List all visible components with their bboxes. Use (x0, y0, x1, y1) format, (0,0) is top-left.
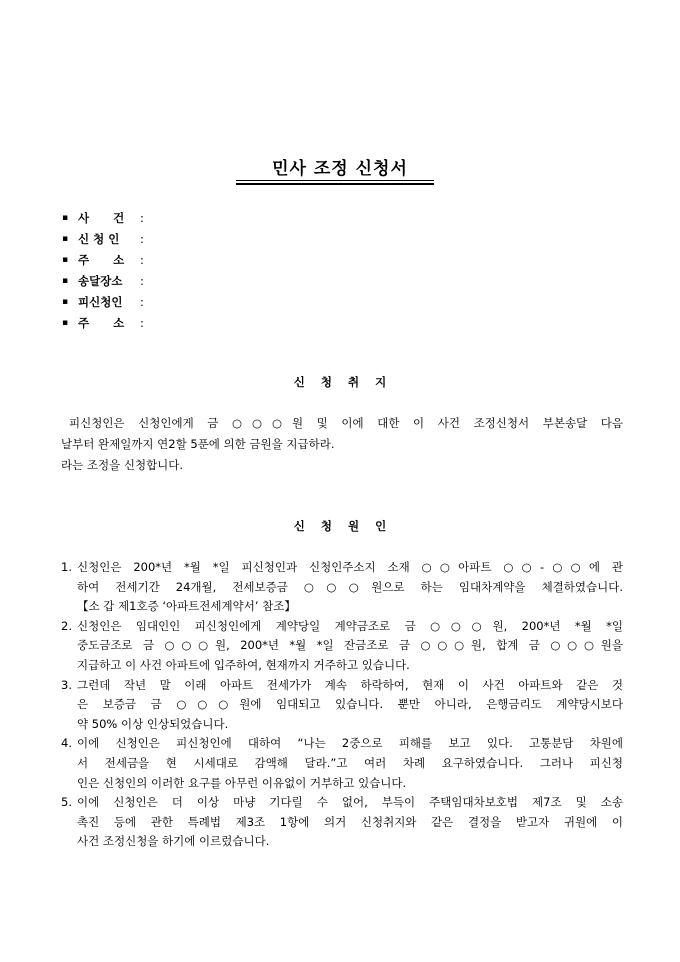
cause-line: 은 보증금 금 ○○○원에 임대되고 있습니다. 뿐만 아니라, 은행금리도 계약당시보다 (77, 697, 623, 712)
party-fields (62, 208, 144, 334)
cause-line: 이에 신청인은 피신청인에 대하여 “나는 2중으로 피해를 보고 있다. 고통분담 차원에 (77, 736, 623, 751)
cause-item (61, 617, 623, 676)
bullet-icon: ▪ (62, 318, 69, 328)
field-colon: : (140, 211, 144, 225)
field-colon: : (140, 295, 144, 309)
field-colon: : (140, 274, 144, 288)
field-label: 주 소 (78, 253, 125, 267)
cause-line: 신청인은 임대인인 피신청인에게 계약당일 계약금조로 금 ○○○원, 200*년 *월 *일 (77, 618, 623, 633)
bullet-icon: ▪ (62, 297, 69, 307)
cause-line: 이에 신청인은 더 이상 마냥 기다릴 수 없어, 부득이 주택임대차보호법 제7조 및 소송 (77, 795, 623, 810)
field-applicant (62, 229, 144, 250)
bullet-icon: ▪ (62, 213, 69, 223)
cause-item (61, 734, 623, 793)
purpose-line: 피신청인은 신청인에게 금 ○○○원 및 이에 대한 이 사건 조정신청서 부본송달 다음 (69, 416, 623, 430)
cause-item (61, 793, 623, 852)
document-title: 민사 조정 신청서 (272, 159, 408, 179)
field-colon: : (140, 232, 144, 246)
cause-line: 중도금조로 금 ○○○원, 200*년 *월 *일 잔금조로 금 ○○○원, 합계 금 ○○○원을 (77, 638, 623, 653)
cause-list (61, 558, 623, 852)
field-label: 송달장소 (78, 274, 123, 288)
cause-line: 하여 전세기간 24개월, 전세보증금 ○○○원으로 하는 임대차계약을 체결하였습니다. (77, 579, 623, 594)
cause-line: 【소 갑 제1호증 ‘아파트전세계약서’ 참조】 (77, 599, 296, 614)
cause-number: 1. (61, 560, 72, 574)
cause-item (61, 558, 623, 617)
cause-line: 지급하고 이 사건 아파트에 입주하여, 현재까지 거주하고 있습니다. (77, 657, 410, 672)
title-block (0, 154, 680, 181)
bullet-icon: ▪ (62, 255, 69, 265)
cause-line: 서 전세금을 현 시세대로 감액해 달라.”고 여러 차례 요구하였습니다. 그러나 피신청 (77, 755, 623, 770)
purpose-line: 라는 조정을 신청합니다. (61, 458, 184, 472)
purpose-line: 날부터 완제일까지 연2할 5푼에 의한 금원을 지급하라. (61, 437, 335, 451)
cause-number: 3. (61, 677, 72, 692)
field-respondent-address (62, 313, 144, 334)
purpose-body (61, 413, 623, 476)
field-label: 사 건 (78, 211, 125, 225)
cause-item (61, 676, 623, 735)
cause-line: 인은 신청인의 이러한 요구를 아무런 이유없이 거부하고 있습니다. (77, 775, 407, 790)
field-applicant-address (62, 250, 144, 271)
bullet-icon: ▪ (62, 234, 69, 244)
cause-line: 약 50% 이상 인상되었습니다. (77, 716, 229, 731)
cause-number: 2. (61, 618, 72, 633)
field-colon: : (140, 253, 144, 267)
cause-line: 사건 조정신청을 하기에 이르렀습니다. (77, 834, 270, 849)
field-label: 피신청인 (78, 295, 123, 309)
title-underline-thin (236, 180, 434, 181)
cause-number: 5. (61, 795, 72, 810)
cause-line: 신청인은 200*년 *월 *일 피신청인과 신청인주소지 소재 ○○아파트 ○○-○○에 관 (77, 560, 623, 574)
cause-line: 촉진 등에 관한 특례법 제3조 1항에 의거 신청취지와 같은 결정을 받고자 귀원에 이 (77, 814, 623, 829)
purpose-heading: 신 청 취 지 (293, 375, 387, 389)
field-label: 신 청 인 (78, 232, 120, 246)
field-service-address (62, 271, 144, 292)
cause-number: 4. (61, 736, 72, 751)
cause-line: 그런데 작년 말 이래 아파트 전세가가 계속 하락하여, 현재 이 사건 아파트와 같은 것 (77, 677, 623, 692)
field-colon: : (140, 316, 144, 330)
field-label: 주 소 (78, 316, 125, 330)
cause-heading: 신 청 원 인 (293, 519, 387, 533)
field-respondent (62, 292, 144, 313)
field-case (62, 208, 144, 229)
title-underline-thick (236, 183, 434, 185)
bullet-icon: ▪ (62, 276, 69, 286)
